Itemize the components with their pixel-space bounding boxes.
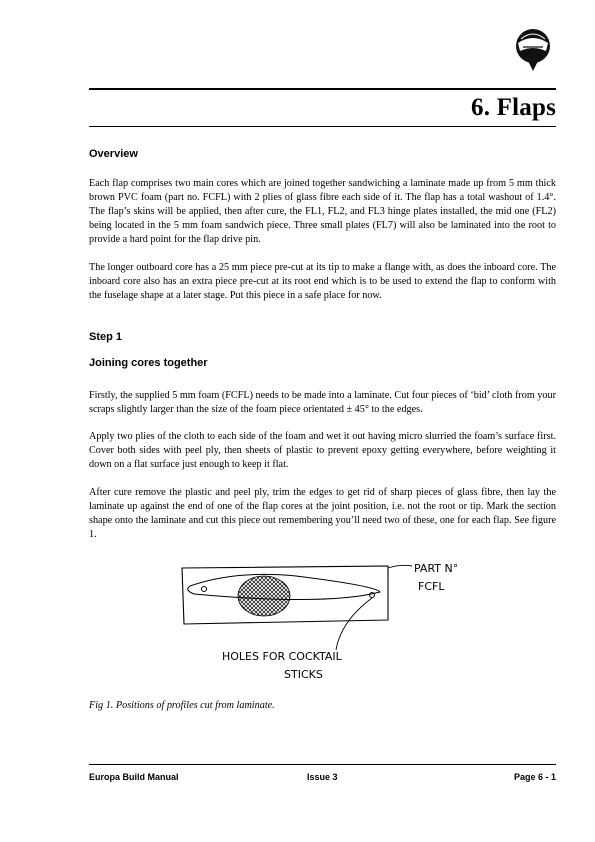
europa-logo [513,27,553,73]
joining-paragraph-3: After cure remove the plastic and peel ply, trim the edges to get rid of sharp pieces of glass fibre, then lay the laminate up against the end of one of the flap cores at the joint position, i.e. not the root or tip. Mark the section shape onto the laminate and cut this piece out remembering you’ll need two of these, one for each flap. See figure 1. [89,487,556,541]
annotation-holes-line-2: STICKS [284,668,323,681]
cocktail-stick-hole-1 [202,587,207,592]
holes-arrow [336,598,372,650]
annotation-holes-line-1: HOLES FOR COCKTAIL [222,650,342,663]
annotation-part-number: PART N° [414,562,459,575]
footer-page-number: Page 6 - 1 [513,772,556,782]
joining-heading: Joining cores together [89,357,208,369]
cocktail-stick-hole-2 [370,593,375,598]
joining-paragraph-2: Apply two plies of the cloth to each side of the foam and wet it out having micro slurried the foam’s surface first. Cover both sides with peel ply, then sheets of plastic to prevent epoxy getting everywhere, before weighting it down on a flat surface just enough to keep it flat. [89,431,556,471]
joining-paragraph-1: Firstly, the supplied 5 mm foam (FCFL) needs to be made into a laminate. Cut four pieces of ‘bid’ cloth from your scraps slightly larger than the size of the foam piece orientated ± 45° to the edges. [89,390,556,416]
page-title: 6. Flaps [471,94,556,121]
footer-issue: Issue 3 [307,772,338,782]
footer-rule [89,764,556,765]
part-number-arrow [388,565,412,568]
overview-paragraph-1: Each flap comprises two main cores which are joined together sandwiching a laminate made up from 5 mm thick brown PVC foam (part no. FCFL) with 2 plies of glass fibre each side of it. The flap has a total washout of 1.4°. The flap’s skins will be applied, then after cure, the FL1, FL2, and FL3 hinge plates installed, the mid one (FL2) being located in the 5 mm foam sandwich piece. Three small plates (FL7) will also be laminated into the root to provide a hard point for the flap drive pin. [89,178,556,246]
title-bottom-rule [89,126,556,127]
overview-paragraph-2: The longer outboard core has a 25 mm piece pre-cut at its tip to make a flange with, as does the inboard core. The inboard core also has an extra piece pre-cut at its root end which is to be used to extend the flap to conform with the fuselage shape at a later stage. Put this piece in a safe place for now. [89,262,556,302]
hatched-area [238,576,290,616]
footer-manual-name: Europa Build Manual [89,772,179,782]
laminate-sketch-figure [176,556,476,686]
step-heading: Step 1 [89,331,123,343]
title-top-rule [89,88,556,90]
overview-heading: Overview [89,148,138,160]
figure-caption: Fig 1. Positions of profiles cut from laminate. [89,700,275,711]
annotation-part-code: FCFL [418,580,445,593]
